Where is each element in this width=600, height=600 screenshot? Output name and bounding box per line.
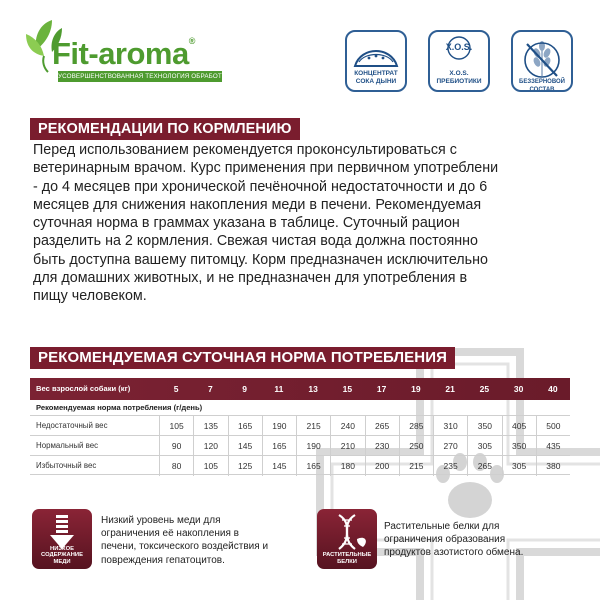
header-weight-4: 13 — [308, 384, 318, 394]
table-cell: 240 — [330, 416, 364, 436]
brand-name: Fit-aroma® — [52, 36, 195, 71]
feeding-paragraph: Перед использованием рекомендуется проконсультироваться с ветеринарным врачом. Курс применения при первичном употреблени - до 4 месяцев при хронической печёночной недостаточности и до 6 месяцев для снижения накопления меди в печени. Рекомендуемая суточная норма в граммах указана в таблице. Суточный рацион разделить на 2 кормления. Свежая чистая вода должна постоянно быть доступна вашему питомцу. Корм предназначен исключительно для домашних животных, и не предназначен для употребления в пищу человеком. — [33, 142, 499, 305]
table-row — [30, 415, 570, 435]
table-cell: 105 — [193, 456, 227, 476]
header-weight-label: Вес взрослой собаки (кг) — [36, 384, 131, 393]
table-cell: 165 — [228, 416, 262, 436]
table-cell: 215 — [399, 456, 433, 476]
badge-grain-free: БЕЗЗЕРНОВОЙ СОСТАВ — [511, 30, 573, 92]
table-cell: 380 — [536, 456, 570, 476]
header-weight-1: 7 — [208, 384, 213, 394]
table-cell: 180 — [330, 456, 364, 476]
header-weight-5: 15 — [342, 384, 353, 394]
header-weight-7: 19 — [411, 384, 421, 394]
table-cell: 500 — [536, 416, 570, 436]
table-cell: 125 — [228, 456, 262, 476]
header-weight-9: 25 — [479, 384, 490, 394]
row-label: Нормальный вес — [36, 441, 99, 450]
feature-plant-protein-text: Растительные белки для ограничения образования продуктов азотистого обмена. — [384, 521, 524, 559]
table-cell: 80 — [159, 456, 193, 476]
table-cell: 120 — [193, 436, 227, 456]
table-cell: 105 — [159, 416, 193, 436]
table-cell: 350 — [467, 416, 501, 436]
table-cell: 210 — [330, 436, 364, 456]
dna-icon — [317, 511, 377, 555]
header-weight-6: 17 — [376, 384, 387, 394]
table-cell: 350 — [502, 436, 536, 456]
table-cell: 285 — [399, 416, 433, 436]
fit-aroma-logo — [22, 14, 231, 86]
table-cell: 310 — [433, 416, 467, 436]
feature-plant-protein: РАСТИТЕЛЬНЫЕ БЕЛКИ — [317, 509, 377, 569]
table-cell: 215 — [296, 416, 330, 436]
table-cell: 165 — [296, 456, 330, 476]
table-cell: 250 — [399, 436, 433, 456]
header-weight-2: 9 — [242, 384, 247, 394]
table-row — [30, 435, 570, 455]
table-cell: 90 — [159, 436, 193, 456]
feature-low-copper-text: Низкий уровень меди для ограничения её накопления в печени, токсического воздействия и повреждения гепатоцитов. — [101, 515, 269, 566]
row-label: Недостаточный вес — [36, 421, 108, 430]
feeding-heading: РЕКОМЕНДАЦИИ ПО КОРМЛЕНИЮ — [30, 118, 300, 140]
table-cell: 135 — [193, 416, 227, 436]
table-cell: 305 — [502, 456, 536, 476]
table-cell: 145 — [262, 456, 296, 476]
table-header — [30, 378, 570, 400]
brand-tagline: УСОВЕРШЕНСТВОВАННАЯ ТЕХНОЛОГИЯ ОБРАБОТКИ — [58, 73, 231, 80]
header-weight-10: 30 — [513, 384, 524, 394]
table-cell: 305 — [467, 436, 501, 456]
table-cell: 265 — [467, 456, 501, 476]
header-weight-3: 11 — [274, 384, 284, 394]
table-cell: 190 — [262, 416, 296, 436]
table-cell: 405 — [502, 416, 536, 436]
table-cell: 165 — [262, 436, 296, 456]
table-cell: 200 — [365, 456, 399, 476]
table-cell: 265 — [365, 416, 399, 436]
table-subheader: Рекомендуемая норма потребления (г/день) — [36, 403, 203, 412]
table-cell: 190 — [296, 436, 330, 456]
header-weight-8: 21 — [445, 384, 455, 394]
row-label: Избыточный вес — [36, 461, 97, 470]
table-cell: 435 — [536, 436, 570, 456]
table-cell: 235 — [433, 456, 467, 476]
table-row — [30, 455, 570, 475]
badge-xos: X.O.S. X.O.S. ПРЕБИОТИКИ — [428, 30, 490, 92]
badge-melon: КОНЦЕНТРАТ СОКА ДЫНИ — [345, 30, 407, 92]
table-cell: 270 — [433, 436, 467, 456]
table-cell: 230 — [365, 436, 399, 456]
feature-low-copper: НИЗКОЕ СОДЕРЖАНИЕ МЕДИ — [32, 509, 92, 569]
header-weight-0: 5 — [173, 384, 179, 394]
header-weight-11: 40 — [548, 384, 558, 394]
table-cell: 145 — [228, 436, 262, 456]
norm-heading: РЕКОМЕНДУЕМАЯ СУТОЧНАЯ НОРМА ПОТРЕБЛЕНИЯ — [30, 347, 455, 369]
